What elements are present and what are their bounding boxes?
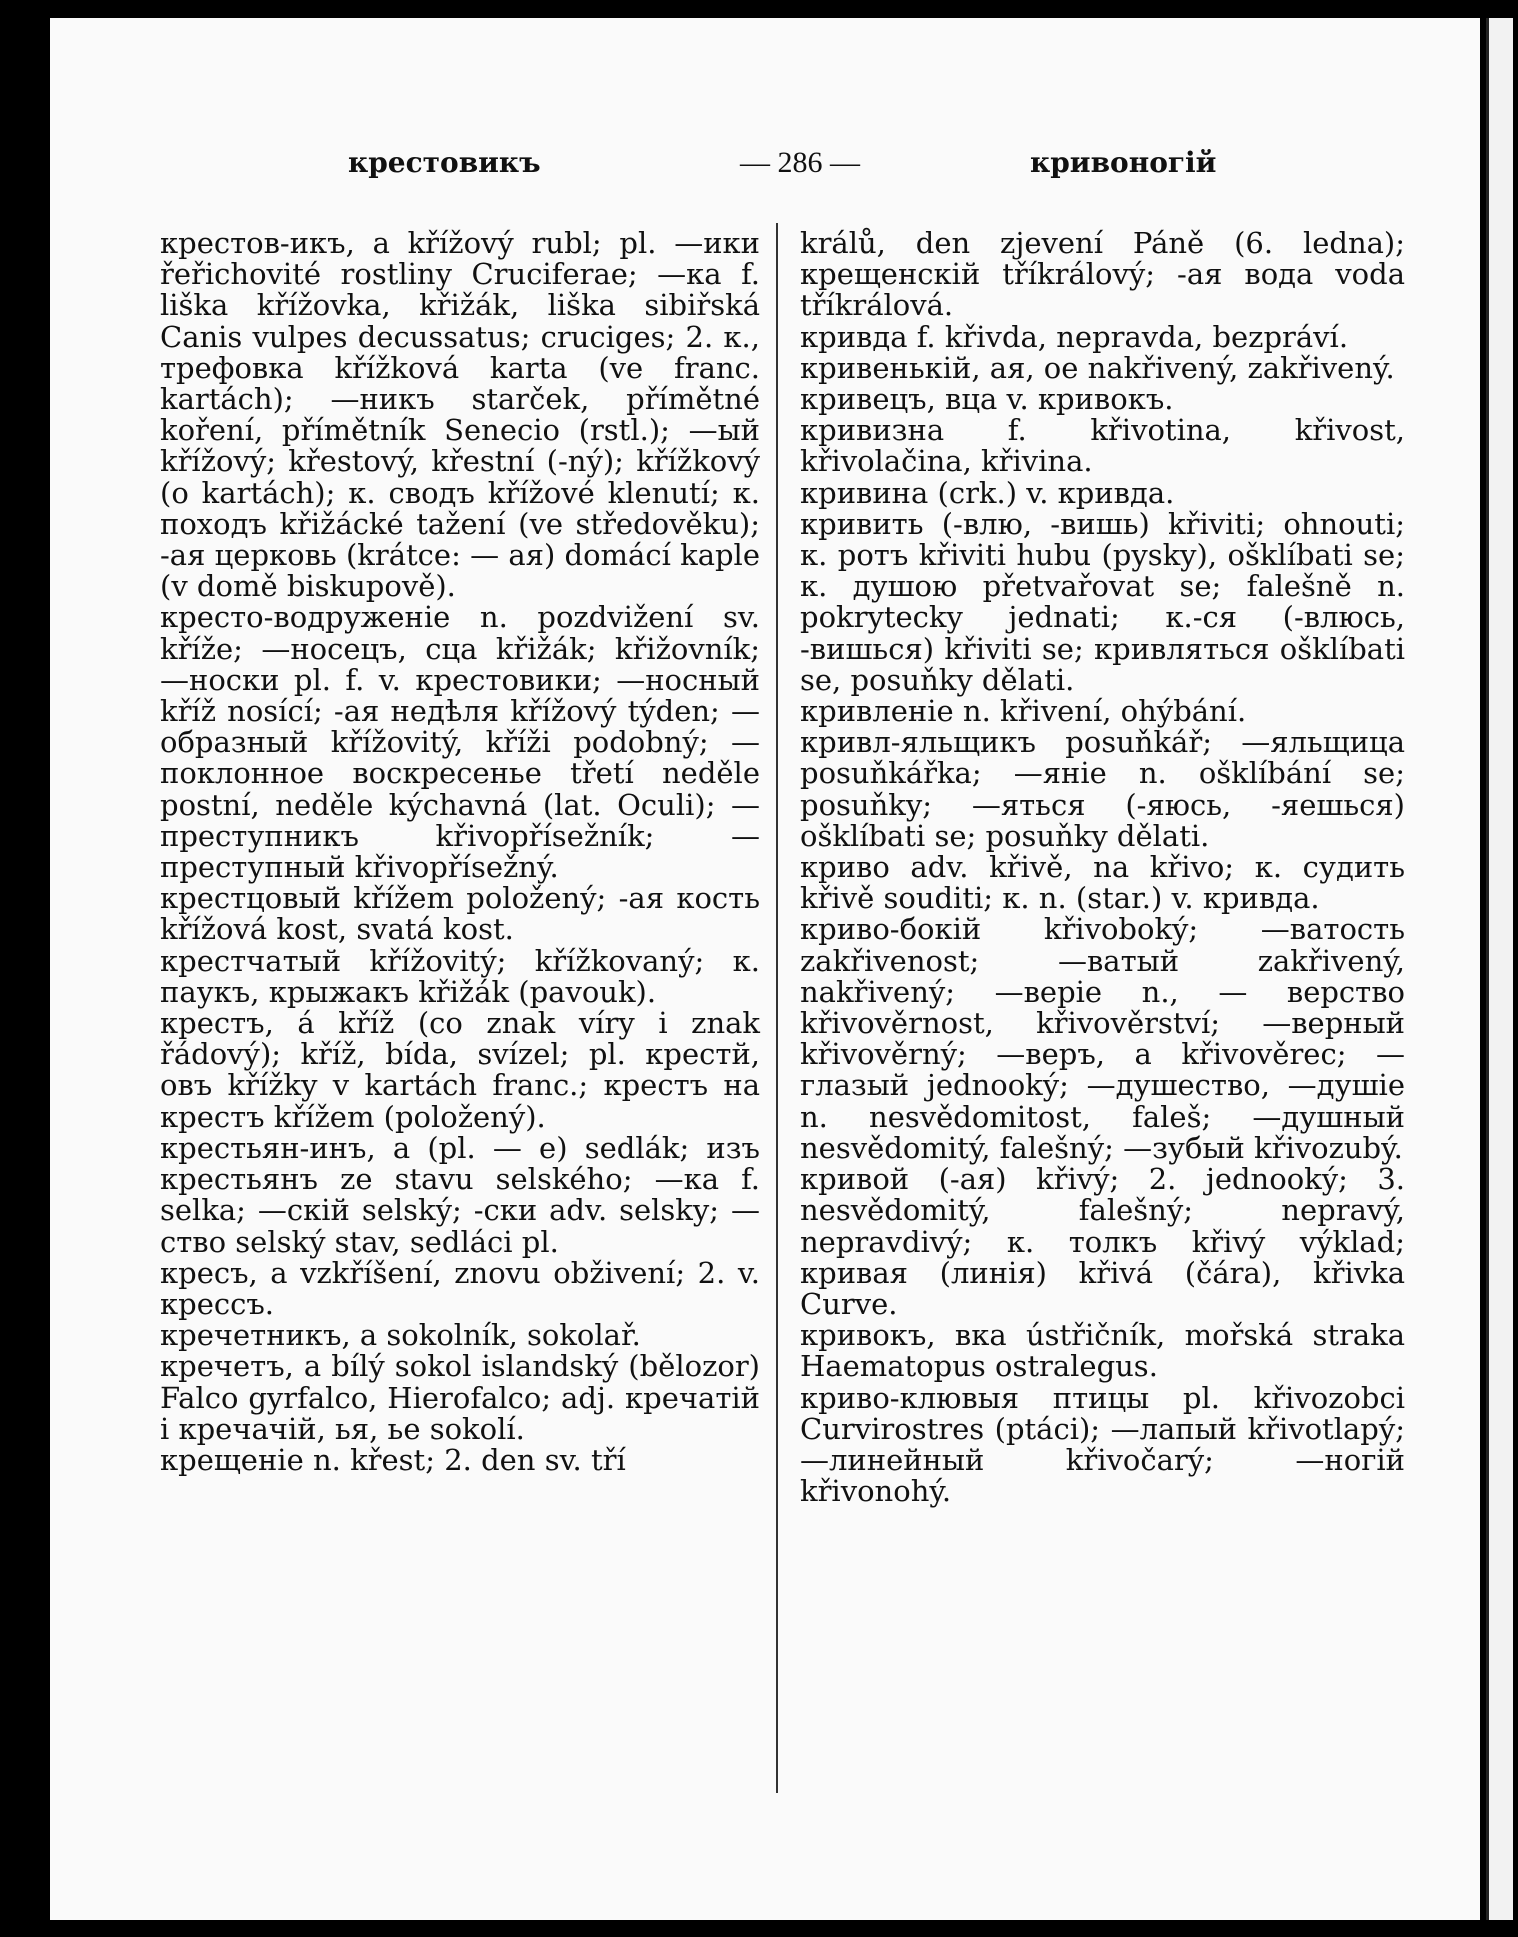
dictionary-entry: крестцовый křížem položený; -ая кость křížová kost, svatá kost. [160, 881, 760, 947]
dictionary-entry: кривенькій, ая, ое nakřivený, zakřivený. [800, 350, 1395, 385]
dictionary-entry: криво-бокій křivoboký; —ватость zakřivenost; —ватый zakřivený, nakřivený; —веріе n., — верство křivověrnost, křivověrství; —верный křivověrný; —веръ, a křivověrec; —глазый jednooký; —душество, —душіе n. nesvědomitost, faleš; —душный nesvědomitý, falešný; —зубый křivozubý. [800, 912, 1405, 1165]
dictionary-entry: кривизна f. křivotina, křivost, křivolačina, křivina. [800, 413, 1405, 479]
adjacent-page-edge [1486, 18, 1513, 1920]
dictionary-entry: крещеніе n. křest; 2. den sv. tří [160, 1442, 626, 1477]
dictionary-entry: кречетъ, a bílý sokol islandský (bělozor) Falco gyrfalco, Hierofalco; adj. кречатій i кречачій, ья, ье sokolí. [160, 1349, 760, 1446]
dictionary-entry: кривл-яльщикъ posuňkář; —яльщица posuňkářka; —яніе n. ošklíbání se; posuňky; —яться (-яюсь, -яешься) ošklíbati se; posuňky dělati. [800, 725, 1405, 853]
left-column [160, 228, 760, 1476]
dictionary-entry: králů, den zjevení Páně (6. ledna); крещенскій tříkrálový; -ая вода voda tříkrálová. [800, 226, 1405, 323]
dictionary-entry: кривецъ, вца v. кривокъ. [800, 382, 1174, 417]
dictionary-entry: кривленіе n. křivení, ohýbání. [800, 694, 1247, 729]
dictionary-entry: крестов-икъ, a křížový rubl; pl. —ики řeřichovité rostliny Cruciferae; —ка f. liška křížovka, křižák, liška sibiřská Canis vulpes decussatus; cruciges; 2. к., трефовка křížková karta (ve franc. kartách); —никъ starček, přímětné koření, přímětník Senecio (rstl.); —ый křížový; křestový, křestní (-ný); křížkový (o kartách); к. сводъ křížové klenutí; к. походъ křižácké tažení (ve středověku); -ая церковь (krátce: — ая) domácí kaple (v domě biskupově). [160, 226, 760, 604]
dictionary-entry: крестьян-инъ, a (pl. — e) sedlák; изъ крестьянъ ze stavu selského; —ка f. selka; —скій selský; -ски adv. selsky; —ство selský stav, sedláci pl. [160, 1130, 760, 1259]
dictionary-entry: крестъ, á kříž (co znak víry i znak řádový); kříž, bída, svízel; pl. крестй, овъ křížky v kartách franc.; крестъ на крестъ křížem (položený). [160, 1006, 760, 1134]
dictionary-entry: кресто-водруженіе n. pozdvižení sv. kříže; —носецъ, сца křižák; křižovník; —носки pl. f. v. крестовики; —носный kříž nosící; -ая недѣля křížový týden; —образный křížovitý, kříži podobný; —поклонное воскресенье třetí neděle postní, neděle kýchavná (lat. Oculi); —преступникъ křivopřísežník; —преступный křivopřísežný. [160, 600, 760, 885]
page-header [50, 146, 1480, 186]
dictionary-entry: кресъ, a vzkříšení, znovu obživení; 2. v. крессъ. [160, 1255, 760, 1321]
dictionary-entry: криво adv. křivě, na křivo; к. судить křivě souditi; к. n. (star.) v. кривда. [800, 850, 1405, 916]
dictionary-page [50, 18, 1480, 1920]
dictionary-entry: кривой (-ая) křivý; 2. jednooký; 3. nesvědomitý, falešný; nepravý, nepravdivý; к. толкъ křivý výklad; кривая (линія) křivá (čára), křivka Curve. [800, 1162, 1405, 1321]
header-left-catchword: крестовикъ [348, 146, 541, 179]
dictionary-entry: криво-клювыя птицы pl. křivozobci Curvirostres (ptáci); —лапый křivotlapý; —линейный křivočarý; —ногій křivonohý. [800, 1380, 1405, 1509]
dictionary-entry: кривина (crk.) v. кривда. [800, 475, 1175, 510]
page-number: — 286 — [740, 146, 860, 179]
right-column [800, 228, 1405, 1507]
column-divider [776, 223, 778, 1793]
dictionary-entry: кривокъ, вка ústřičník, mořská straka Haematopus ostralegus. [800, 1318, 1405, 1384]
dictionary-entry: кривить (-влю, -вишь) křiviti; ohnouti; к. ротъ křiviti hubu (pysky), ošklíbati se; к. душою přetvařovat se; falešně n. pokrytecky jednati; к.-ся (-влюсь, -вишься) křiviti se; кривляться ošklíbati se, posuňky dělati. [800, 506, 1405, 697]
header-right-catchword: кривоногій [1030, 146, 1217, 179]
dictionary-entry: кречетникъ, a sokolník, sokolař. [160, 1318, 641, 1353]
dictionary-entry: кривда f. křivda, nepravda, bezpráví. [800, 319, 1349, 354]
dictionary-entry: крестчатый křížovitý; křížkovaný; к. паукъ, крыжакъ křižák (pavouk). [160, 943, 760, 1009]
